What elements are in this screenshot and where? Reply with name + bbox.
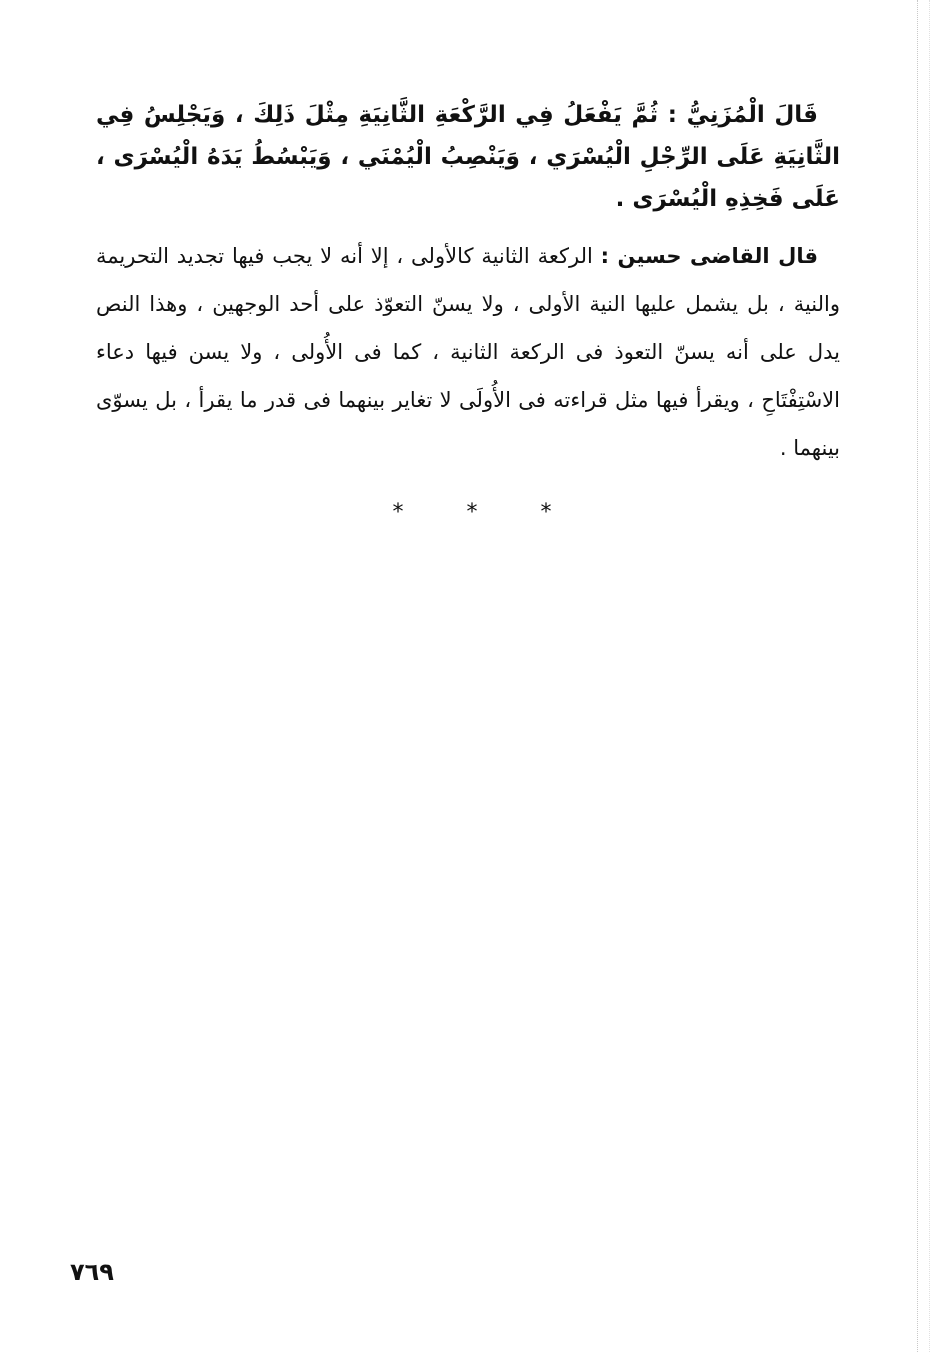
separator-mark: * [540, 500, 552, 525]
main-text-block [96, 94, 840, 472]
scan-edge-line-outer [929, 0, 930, 1352]
separator-mark: * [466, 500, 478, 525]
page-number: ٧٦٩ [70, 1258, 114, 1286]
section-separator [0, 500, 944, 525]
scan-edge-line [917, 0, 918, 1352]
matn-speaker: قَالَ الْمُزَنِيُّ : [667, 102, 818, 128]
matn-text: ثُمَّ يَفْعَلُ فِي الرَّكْعَةِ الثَّانِيَةِ مِثْلَ ذَلِكَ ، وَيَجْلِسُ فِي الثَّانِيَةِ عَلَى الرِّجْلِ الْيُسْرَي ، وَيَنْصِبُ الْيُمْنَي ، وَيَبْسُطُ يَدَهُ الْيُسْرَى ، عَلَى فَخِذِهِ الْيُسْرَى . [96, 102, 840, 212]
separator-mark: * [392, 500, 404, 525]
commentary-paragraph [96, 232, 840, 472]
commentary-speaker: قال القاضى حسين : [600, 244, 818, 268]
commentary-text: الركعة الثانية كالأولى ، إلا أنه لا يجب فيها تجديد التحريمة والنية ، بل يشمل عليها النية الأولى ، ولا يسنّ التعوّذ على أحد الوجهين ، وهذا النص يدل على أنه يسنّ التعوذ فى الركعة الثانية ، كما فى الأُولى ، ولا يسن فيها دعاء الاسْتِفْتَاحِ ، ويقرأ فيها مثل قراءته فى الأُولَى لا تغاير بينهما فى قدر ما يقرأ ، بل يسوّى بينهما . [96, 244, 840, 460]
matn-paragraph [96, 94, 840, 220]
